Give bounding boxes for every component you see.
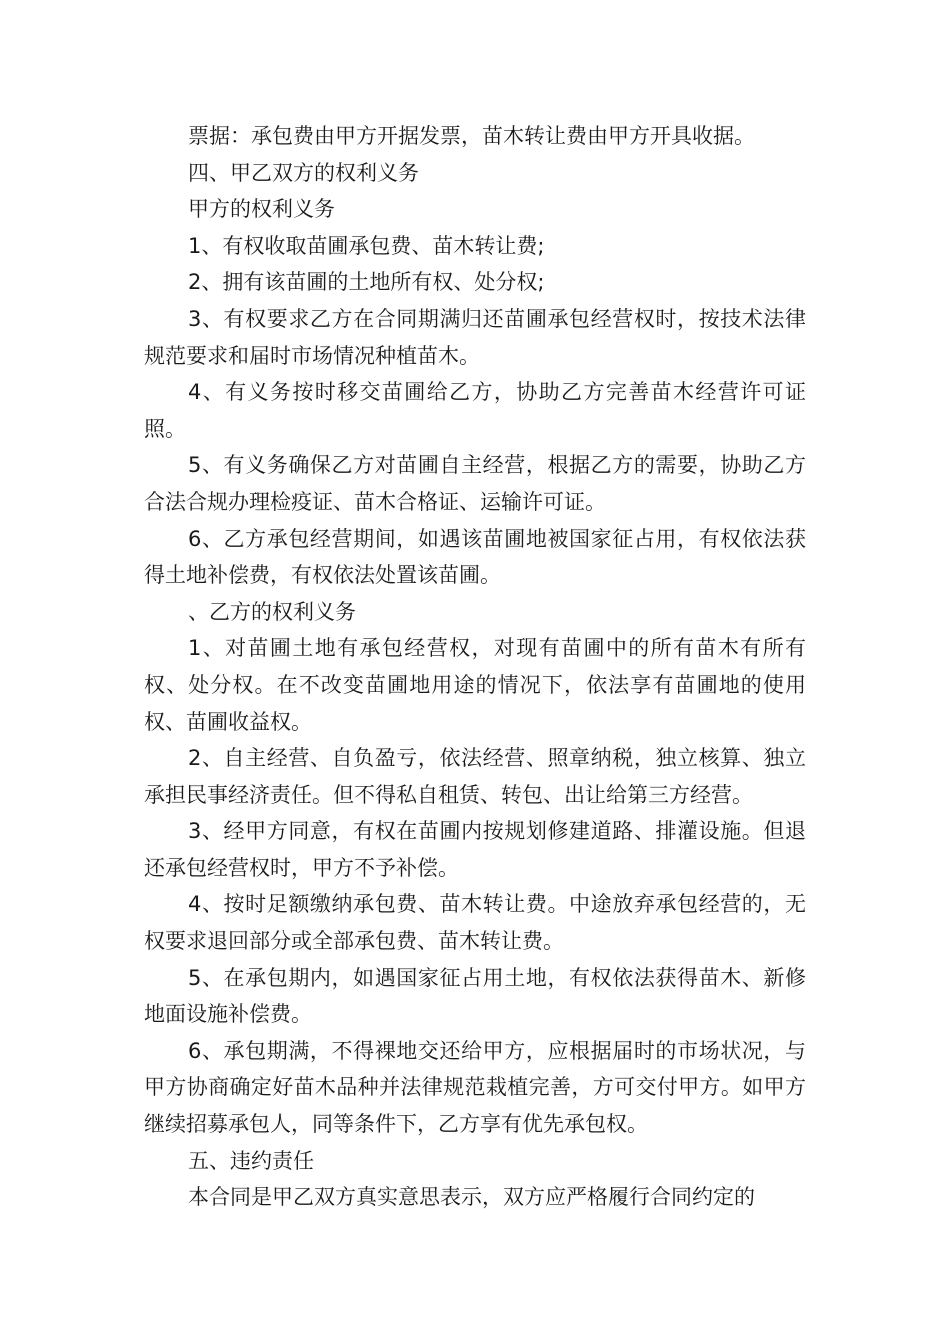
party-a-item-2: 2、拥有该苗圃的土地所有权、处分权; xyxy=(188,270,545,295)
paragraph-invoice: 票据：承包费由甲方开据发票，苗木转让费由甲方开具收据。 xyxy=(188,124,755,148)
party-a-item-4: 4、有义务按时移交苗圃给乙方，协助乙方完善苗木经营许可证照。 xyxy=(144,380,806,441)
party-b-item-2: 2、自主经营、自负盈亏，依法经营、照章纳税，独立核算、独立承担民事经济责任。但不得私自租赁、转包、出让给第三方经营。 xyxy=(144,746,806,807)
document-body xyxy=(144,118,806,1216)
subheading-party-b: 、乙方的权利义务 xyxy=(188,599,356,624)
party-a-item-5: 5、有义务确保乙方对苗圃自主经营，根据乙方的需要，协助乙方合法合规办理检疫证、苗木合格证、运输许可证。 xyxy=(144,453,806,514)
section-heading-breach: 五、违约责任 xyxy=(188,1148,314,1173)
subheading-party-a: 甲方的权利义务 xyxy=(188,197,335,222)
party-a-item-3: 3、有权要求乙方在合同期满归还苗圃承包经营权时，按技术法律规范要求和届时市场情况种植苗木。 xyxy=(144,306,806,368)
party-a-item-6: 6、乙方承包经营期间，如遇该苗圃地被国家征占用，有权依法获得土地补偿费，有权依法处置该苗圃。 xyxy=(144,526,806,588)
paragraph-breach-intro: 本合同是甲乙双方真实意思表示，双方应严格履行合同约定的 xyxy=(188,1185,755,1210)
party-b-item-6: 6、承包期满，不得裸地交还给甲方，应根据届时的市场状况，与甲方协商确定好苗木品种并法律规范栽植完善，方可交付甲方。如甲方继续招募承包人，同等条件下，乙方享有优先承包权。 xyxy=(144,1038,806,1137)
party-b-item-3: 3、经甲方同意，有权在苗圃内按规划修建道路、排灌设施。但退还承包经营权时，甲方不予补偿。 xyxy=(144,819,806,880)
party-b-item-1: 1、对苗圃土地有承包经营权，对现有苗圃中的所有苗木有所有权、处分权。在不改变苗圃地用途的情况下，依法享有苗圃地的使用权、苗圃收益权。 xyxy=(144,636,806,734)
party-b-item-4: 4、按时足额缴纳承包费、苗木转让费。中途放弃承包经营的，无权要求退回部分或全部承包费、苗木转让费。 xyxy=(144,892,806,954)
section-heading-rights: 四、甲乙双方的权利义务 xyxy=(188,160,419,185)
party-b-item-5: 5、在承包期内，如遇国家征占用土地，有权依法获得苗木、新修地面设施补偿费。 xyxy=(144,965,806,1027)
party-a-item-1: 1、有权收取苗圃承包费、苗木转让费; xyxy=(188,233,545,258)
